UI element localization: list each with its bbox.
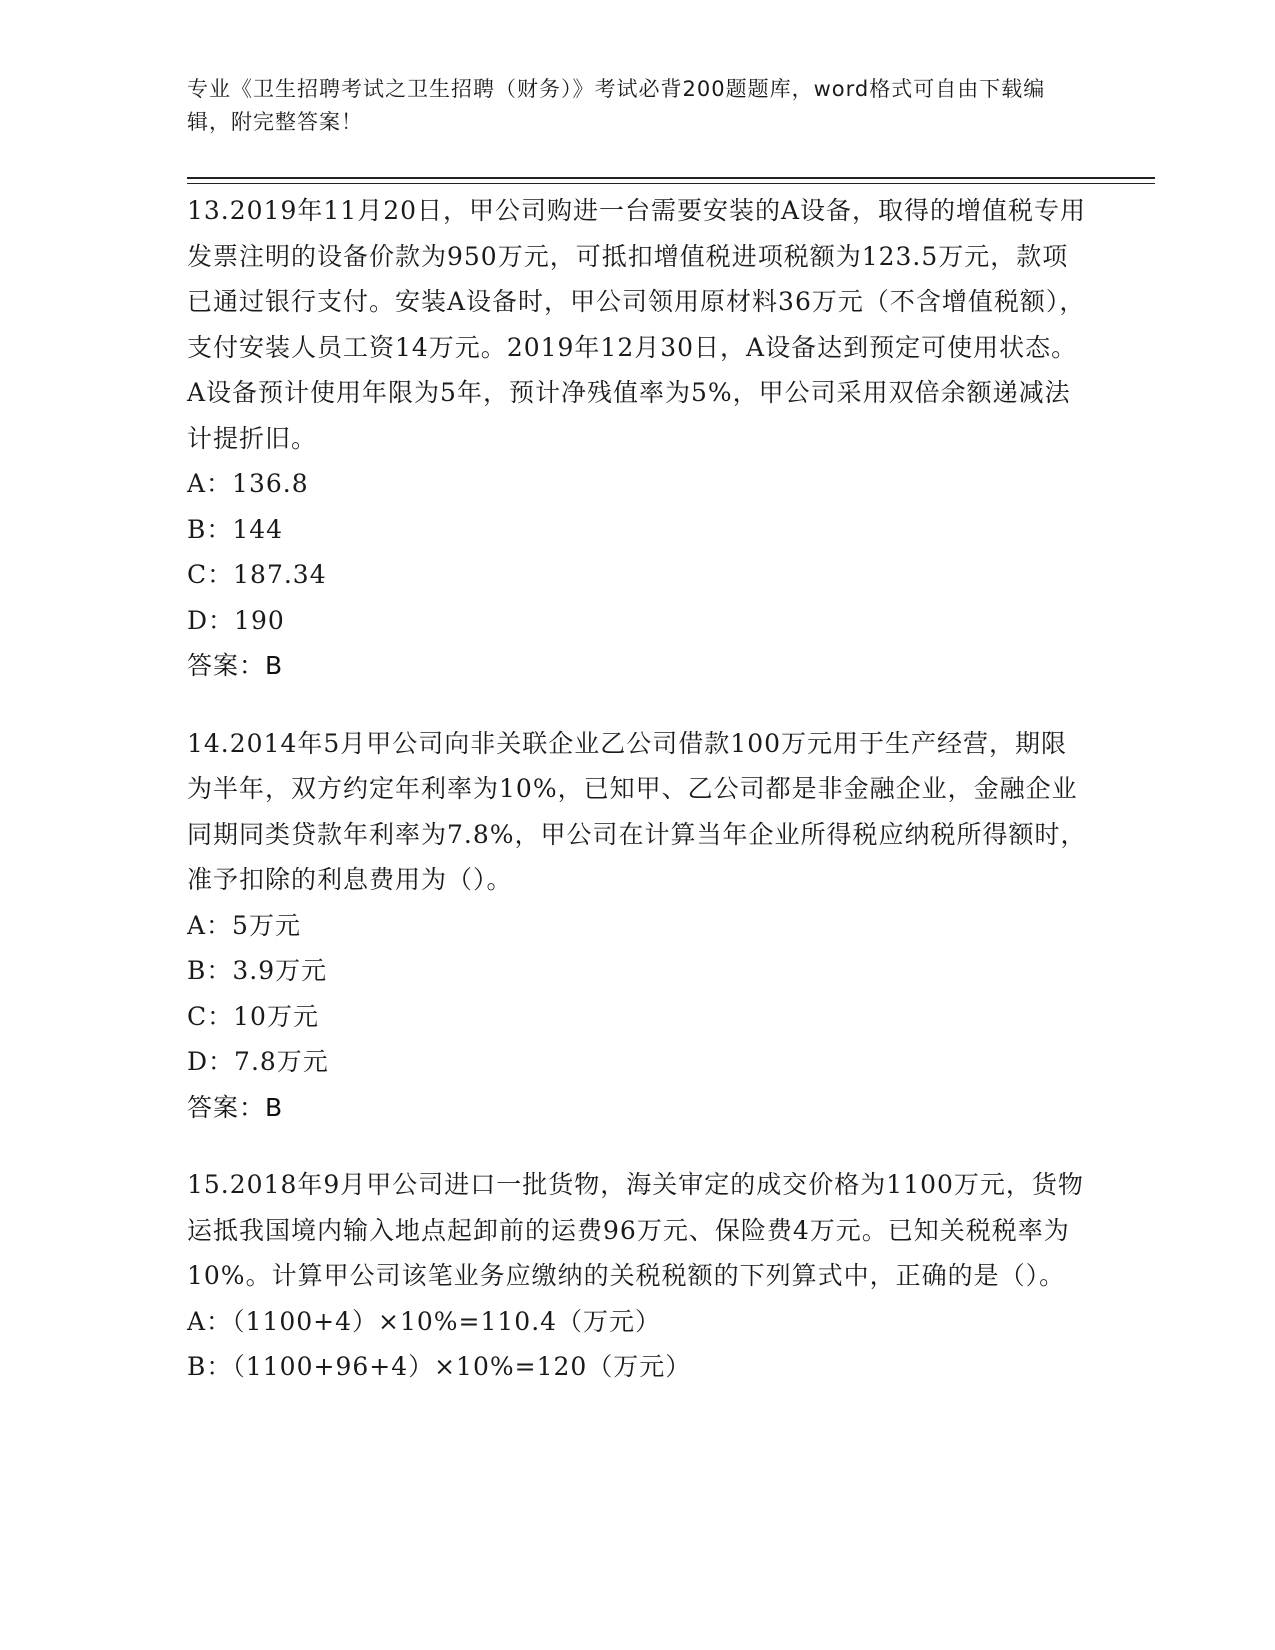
option-b: B：144 xyxy=(187,514,284,544)
question-stem: 15.2018年9月甲公司进口一批货物，海关审定的成交价格为1100万元，货物运抵我国境内输入地点起卸前的运费96万元、保险费4万元。已知关税税率为10%。计算甲公司该笔业务应缴纳的关税税额的下列算式中，正确的是（）。 xyxy=(187,1170,1084,1290)
option-b: B：（1100+96+4）×10%=120（万元） xyxy=(187,1352,692,1381)
option-a: A：（1100+4）×10%=110.4（万元） xyxy=(187,1306,662,1336)
question-list xyxy=(187,188,1087,1422)
question-stem: 14.2014年5月甲公司向非关联企业乙公司借款100万元用于生产经营，期限为半年，双方约定年利率为10%，已知甲、乙公司都是非金融企业，金融企业同期同类贷款年利率为7.8%，甲公司在计算当年企业所得税应纳税所得额时，准予扣除的利息费用为（）。 xyxy=(187,728,1087,894)
question-15 xyxy=(187,1162,1087,1390)
option-c: C：10万元 xyxy=(187,1001,319,1031)
document-header: 专业《卫生招聘考试之卫生招聘（财务）》考试必背200题题库，word格式可自由下载编辑，附完整答案！ xyxy=(187,77,1046,134)
option-c: C：187.34 xyxy=(187,560,327,589)
answer-line: 答案：B xyxy=(187,1092,284,1122)
answer-line: 答案：B xyxy=(187,651,284,680)
question-stem: 13.2019年11月20日，甲公司购进一台需要安装的A设备，取得的增值税专用发票注明的设备价款为950万元，可抵扣增值税进项税额为123.5万元，款项已通过银行支付。安装A设备时，甲公司领用原材料36万元（不含增值税额），支付安装人员工资14万元。2019年12月30日，A设备达到预定可使用状态。A设备预计使用年限为5年，预计净残值率为5%，甲公司采用双倍余额递减法计提折旧。 xyxy=(187,196,1087,453)
question-14 xyxy=(187,721,1087,1131)
option-d: D：190 xyxy=(187,605,285,635)
question-13 xyxy=(187,188,1087,689)
header-rule-thin xyxy=(187,183,1155,184)
option-d: D：7.8万元 xyxy=(187,1047,329,1076)
option-b: B：3.9万元 xyxy=(187,956,328,985)
header-rule-thick xyxy=(187,177,1155,179)
option-a: A：136.8 xyxy=(187,469,309,498)
option-a: A：5万元 xyxy=(187,910,301,940)
